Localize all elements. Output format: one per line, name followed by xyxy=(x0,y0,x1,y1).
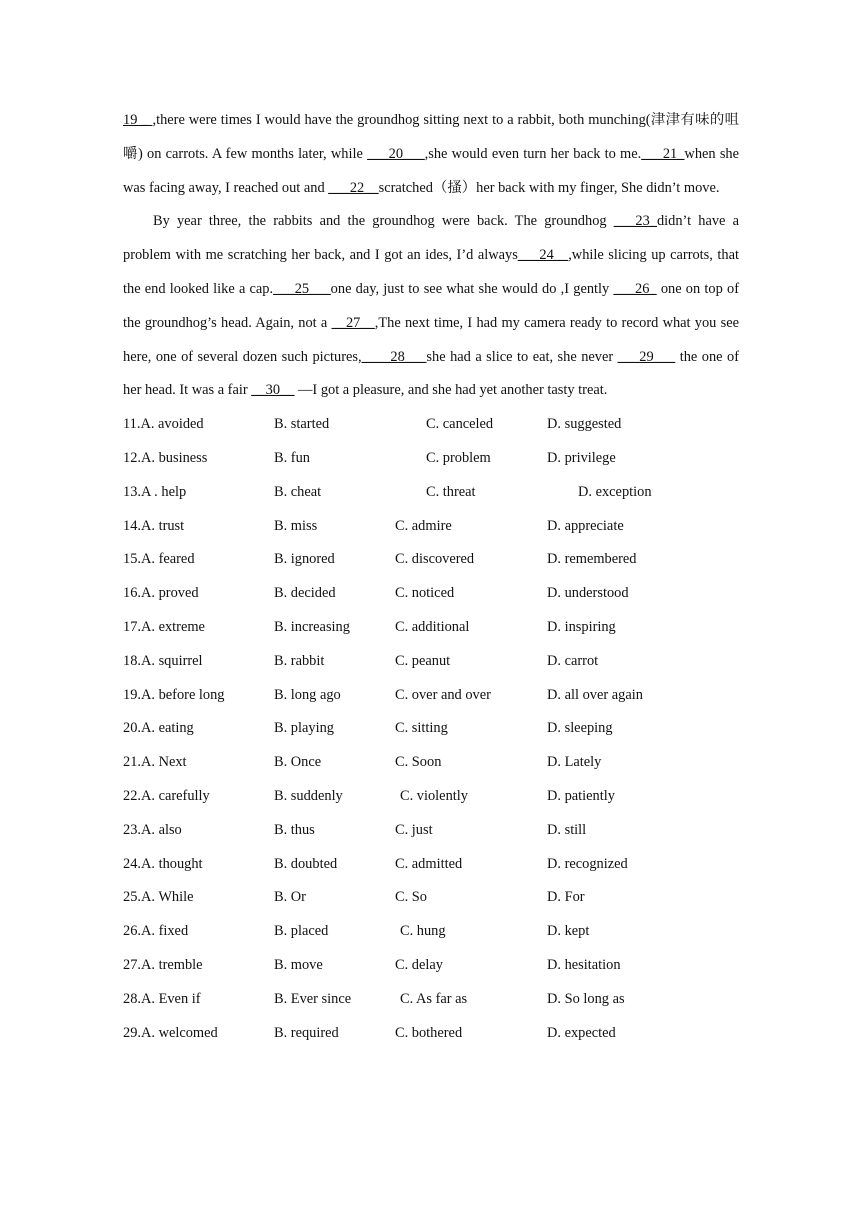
option-d: D. patiently xyxy=(547,787,615,804)
option-a: 18.A. squirrel xyxy=(123,652,203,669)
option-a: 12.A. business xyxy=(123,449,208,466)
answer-blank: ____28___ xyxy=(361,348,427,365)
passage-text: one on top of the groundhog’s head. Again, not a xyxy=(123,280,739,331)
answer-blank: ___29___ xyxy=(617,348,676,365)
option-row-13 xyxy=(123,476,739,510)
option-b: B. rabbit xyxy=(274,652,325,669)
option-b: B. playing xyxy=(274,720,334,737)
option-d: D. recognized xyxy=(547,855,628,872)
option-a: 29.A. welcomed xyxy=(123,1024,218,1041)
option-row-19 xyxy=(123,679,739,713)
option-c: C. hung xyxy=(400,923,446,940)
passage-text: By year three, the rabbits and the groundhog were back. The groundhog xyxy=(153,213,614,230)
answer-blank: ___26_ xyxy=(613,280,657,297)
passage-text: scratched（搔）her back with my finger, She didn’t move. xyxy=(378,179,720,196)
option-d: D. carrot xyxy=(547,652,599,669)
passage-text: she had a slice to eat, she never xyxy=(426,348,618,365)
option-a: 27.A. tremble xyxy=(123,956,203,973)
answer-blank: ___25___ xyxy=(273,280,331,297)
option-c: C. Soon xyxy=(395,754,442,771)
option-d: D. inspiring xyxy=(547,618,616,635)
option-c: C. admire xyxy=(395,517,452,534)
option-d: D. expected xyxy=(547,1024,616,1041)
option-d: D. sleeping xyxy=(547,720,613,737)
option-c: C. bothered xyxy=(395,1024,463,1041)
option-b: B. Once xyxy=(274,754,322,771)
option-d: D. suggested xyxy=(547,416,622,433)
option-row-26 xyxy=(123,915,739,949)
option-c: C. over and over xyxy=(395,686,491,703)
option-b: B. placed xyxy=(274,923,329,940)
option-row-11 xyxy=(123,408,739,442)
option-row-17 xyxy=(123,611,739,645)
option-b: B. doubted xyxy=(274,855,338,872)
passage-text: ,while slicing up carrots, that the end looked like a cap. xyxy=(123,247,739,297)
passage-text: ,The next time, I had my camera ready to record what you see here, one of several dozen such pictures, xyxy=(123,314,739,365)
option-a: 16.A. proved xyxy=(123,585,199,602)
option-d: D. kept xyxy=(547,923,590,940)
option-c: C. additional xyxy=(395,618,470,635)
option-b: B. fun xyxy=(274,449,310,466)
answer-blank: ___22__ xyxy=(328,179,379,196)
document-page xyxy=(123,104,739,1050)
option-row-24 xyxy=(123,848,739,882)
option-c: C. canceled xyxy=(426,416,494,433)
answer-blank: __27__ xyxy=(331,314,375,331)
passage-text: didn’t have a problem with me scratching her back, and I got an ides, I’d always xyxy=(123,213,739,264)
option-c: C. So xyxy=(395,889,427,906)
option-row-16 xyxy=(123,577,739,611)
option-a: 26.A. fixed xyxy=(123,923,189,940)
passage-text: —I got a pleasure, and she had yet another tasty treat. xyxy=(294,382,608,399)
option-a: 19.A. before long xyxy=(123,686,225,703)
option-a: 20.A. eating xyxy=(123,720,194,737)
option-c: C. sitting xyxy=(395,720,448,737)
option-d: D. understood xyxy=(547,585,629,602)
option-row-18 xyxy=(123,645,739,679)
option-c: C. delay xyxy=(395,956,443,973)
option-c: C. just xyxy=(395,821,433,838)
option-d: D. For xyxy=(547,889,585,906)
option-c: C. discovered xyxy=(395,551,475,568)
option-a: 15.A. feared xyxy=(123,551,195,568)
passage-paragraph-1 xyxy=(123,104,739,205)
option-c: C. noticed xyxy=(395,585,455,602)
option-a: 21.A. Next xyxy=(123,754,187,771)
option-d: D. hesitation xyxy=(547,956,621,973)
answer-options xyxy=(123,408,739,1050)
option-c: C. As far as xyxy=(400,990,468,1007)
passage-text: when she was facing away, I reached out and xyxy=(123,145,740,196)
answer-blank: __30__ xyxy=(251,382,295,399)
option-c: C. problem xyxy=(426,449,491,466)
answer-blank: ___20___ xyxy=(367,145,425,162)
answer-blank: 19 _ xyxy=(123,112,153,128)
option-b: B. cheat xyxy=(274,483,322,500)
answer-blank: ___21_ xyxy=(641,145,685,162)
option-a: 22.A. carefully xyxy=(123,787,210,804)
option-d: D. remembered xyxy=(547,551,637,568)
passage-text: one day, just to see what she would do ,I gently xyxy=(330,280,614,297)
option-b: B. Ever since xyxy=(274,990,352,1007)
option-b: B. move xyxy=(274,956,323,973)
option-b: B. decided xyxy=(274,585,336,602)
option-row-23 xyxy=(123,814,739,848)
option-b: B. miss xyxy=(274,517,318,534)
option-c: C. admitted xyxy=(395,855,463,872)
option-d: D. exception xyxy=(578,483,652,500)
option-c: C. threat xyxy=(426,483,476,500)
passage-paragraph-2 xyxy=(123,205,739,408)
option-d: D. Lately xyxy=(547,754,602,771)
option-a: 13.A . help xyxy=(123,483,187,500)
option-a: 24.A. thought xyxy=(123,855,203,872)
option-row-20 xyxy=(123,712,739,746)
option-d: D. all over again xyxy=(547,686,643,703)
answer-blank: ___24__ xyxy=(517,247,569,264)
passage-text: ,she would even turn her back to me. xyxy=(424,145,642,162)
option-c: C. peanut xyxy=(395,652,451,669)
option-row-21 xyxy=(123,746,739,780)
option-b: B. suddenly xyxy=(274,787,343,804)
option-row-14 xyxy=(123,510,739,544)
option-row-15 xyxy=(123,543,739,577)
option-d: D. So long as xyxy=(547,990,625,1007)
option-d: D. still xyxy=(547,821,587,838)
option-d: D. privilege xyxy=(547,449,616,466)
option-b: B. long ago xyxy=(274,686,341,703)
option-row-29 xyxy=(123,1017,739,1051)
option-row-12 xyxy=(123,442,739,476)
option-a: 25.A. While xyxy=(123,889,194,906)
option-c: C. violently xyxy=(400,787,468,804)
option-row-25 xyxy=(123,881,739,915)
option-a: 28.A. Even if xyxy=(123,990,201,1007)
option-a: 17.A. extreme xyxy=(123,618,205,635)
option-a: 14.A. trust xyxy=(123,517,185,534)
option-b: B. Or xyxy=(274,889,306,906)
option-b: B. required xyxy=(274,1024,339,1041)
option-b: B. increasing xyxy=(274,618,350,635)
option-a: 11.A. avoided xyxy=(123,416,204,433)
option-row-27 xyxy=(123,949,739,983)
passage-text: ,there were times I would have the groundhog sitting next to a rabbit, both munching(津津有味的咀嚼) on carrots. A few months later, while xyxy=(123,112,739,162)
option-a: 23.A. also xyxy=(123,821,182,838)
passage-text: the one of her head. It was a fair xyxy=(123,348,739,399)
option-b: B. ignored xyxy=(274,551,335,568)
option-b: B. thus xyxy=(274,821,315,838)
option-row-28 xyxy=(123,983,739,1017)
option-b: B. started xyxy=(274,416,330,433)
option-row-22 xyxy=(123,780,739,814)
option-d: D. appreciate xyxy=(547,517,624,534)
answer-blank: ___23_ xyxy=(613,213,657,230)
